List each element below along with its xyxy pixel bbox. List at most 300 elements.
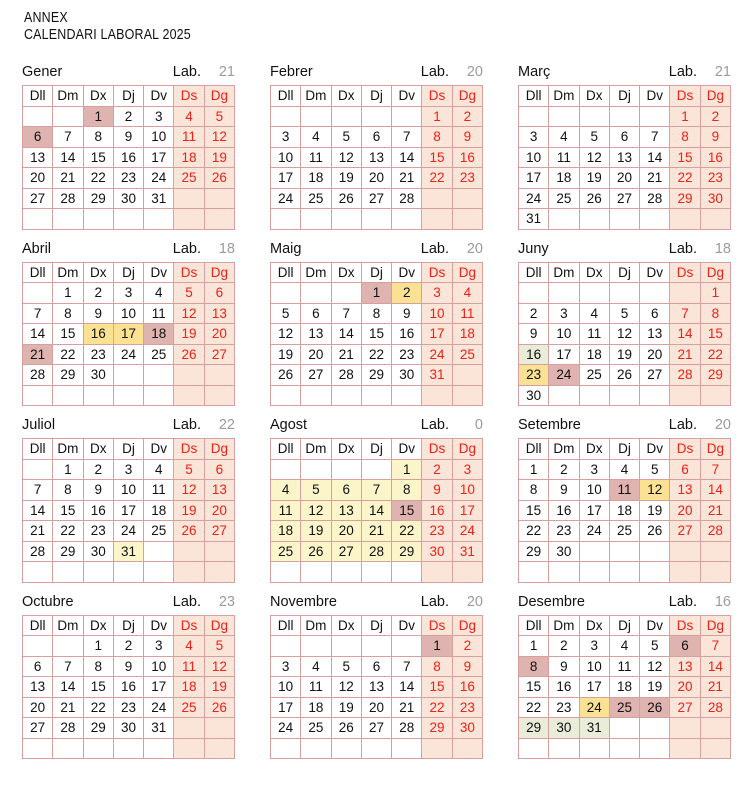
day-cell: 22 — [83, 168, 113, 189]
day-cell: 31 — [144, 188, 174, 209]
day-header: Dv — [640, 615, 670, 636]
month-name: Juny — [518, 240, 549, 257]
labor-days-group — [669, 594, 731, 610]
day-cell: 1 — [392, 459, 422, 480]
day-cell: 16 — [549, 677, 579, 698]
day-cell: 7 — [700, 636, 730, 657]
empty-cell — [174, 541, 204, 562]
month-juny — [518, 241, 731, 407]
day-cell: 2 — [549, 636, 579, 657]
day-cell: 18 — [174, 677, 204, 698]
day-cell: 12 — [174, 480, 204, 501]
empty-cell — [331, 209, 361, 230]
day-cell: 18 — [301, 697, 331, 718]
day-cell: 22 — [700, 344, 730, 365]
month-table — [518, 438, 731, 583]
day-cell: 24 — [144, 168, 174, 189]
day-cell: 17 — [579, 500, 609, 521]
day-cell: 21 — [640, 168, 670, 189]
day-header: Ds — [174, 439, 204, 460]
day-header: Dm — [301, 439, 331, 460]
annex-label: ANNEX — [24, 10, 68, 26]
month-name: Novembre — [270, 593, 337, 610]
day-cell: 14 — [53, 147, 83, 168]
empty-cell — [174, 188, 204, 209]
empty-cell — [640, 209, 670, 230]
day-cell: 2 — [549, 459, 579, 480]
month-header — [518, 417, 731, 437]
empty-cell — [579, 385, 609, 406]
empty-cell — [331, 562, 361, 583]
day-cell: 4 — [609, 459, 639, 480]
day-header: Dll — [271, 615, 301, 636]
empty-cell — [23, 385, 53, 406]
day-header: Dll — [271, 86, 301, 107]
day-header: Dg — [204, 615, 234, 636]
labor-days-count: 20 — [466, 593, 483, 610]
day-cell: 31 — [579, 718, 609, 739]
day-cell: 25 — [549, 188, 579, 209]
day-cell: 19 — [579, 168, 609, 189]
day-cell: 7 — [392, 127, 422, 148]
day-cell: 24 — [549, 365, 579, 386]
day-cell: 16 — [113, 147, 143, 168]
month-novembre — [270, 594, 483, 760]
day-cell: 22 — [53, 521, 83, 542]
empty-cell — [700, 385, 730, 406]
day-header: Dll — [519, 439, 549, 460]
day-cell: 21 — [53, 697, 83, 718]
day-cell: 11 — [271, 500, 301, 521]
day-cell: 8 — [361, 303, 391, 324]
day-cell: 12 — [331, 147, 361, 168]
day-cell: 1 — [700, 283, 730, 304]
day-cell: 19 — [174, 324, 204, 345]
day-cell: 23 — [83, 521, 113, 542]
day-cell: 11 — [609, 656, 639, 677]
day-cell: 20 — [331, 521, 361, 542]
empty-cell — [579, 283, 609, 304]
empty-cell — [422, 385, 452, 406]
month-name: Juliol — [22, 417, 56, 433]
day-cell: 3 — [452, 459, 482, 480]
day-cell: 18 — [144, 324, 174, 345]
empty-cell — [204, 541, 234, 562]
day-cell: 7 — [392, 656, 422, 677]
day-cell: 30 — [549, 541, 579, 562]
day-cell: 12 — [579, 147, 609, 168]
day-cell: 25 — [452, 344, 482, 365]
month-table — [22, 438, 235, 583]
month-table — [270, 438, 483, 583]
day-cell: 11 — [452, 303, 482, 324]
day-cell: 1 — [53, 459, 83, 480]
day-cell: 5 — [640, 459, 670, 480]
day-cell: 25 — [174, 168, 204, 189]
day-cell: 17 — [144, 677, 174, 698]
day-cell: 25 — [144, 344, 174, 365]
labor-days-label: Lab. — [420, 417, 449, 433]
labor-days-label: Lab. — [420, 64, 449, 80]
empty-cell — [670, 385, 700, 406]
day-cell: 3 — [113, 283, 143, 304]
day-cell: 25 — [271, 541, 301, 562]
empty-cell — [271, 459, 301, 480]
labor-days-label: Lab. — [172, 593, 201, 610]
labor-days-label: Lab. — [668, 240, 697, 257]
day-cell: 7 — [53, 127, 83, 148]
day-cell: 9 — [519, 324, 549, 345]
day-header: Dj — [609, 615, 639, 636]
day-cell: 30 — [113, 188, 143, 209]
empty-cell — [23, 209, 53, 230]
day-cell: 23 — [519, 365, 549, 386]
day-header: Dll — [23, 86, 53, 107]
empty-cell — [609, 106, 639, 127]
day-header: Dx — [331, 262, 361, 283]
day-cell: 1 — [422, 106, 452, 127]
day-cell: 29 — [53, 365, 83, 386]
month-name: Octubre — [22, 593, 74, 610]
day-header: Dx — [331, 439, 361, 460]
day-cell: 17 — [519, 168, 549, 189]
day-header: Dv — [392, 262, 422, 283]
day-cell: 8 — [519, 656, 549, 677]
day-cell: 13 — [361, 677, 391, 698]
day-header: Dm — [301, 615, 331, 636]
day-cell: 27 — [204, 521, 234, 542]
day-cell: 18 — [579, 344, 609, 365]
empty-cell — [301, 562, 331, 583]
empty-cell — [204, 385, 234, 406]
day-cell: 21 — [392, 697, 422, 718]
empty-cell — [271, 209, 301, 230]
labor-days-label: Lab. — [172, 64, 201, 80]
empty-cell — [144, 209, 174, 230]
day-cell: 17 — [113, 500, 143, 521]
empty-cell — [301, 738, 331, 759]
day-header: Dm — [549, 262, 579, 283]
empty-cell — [549, 562, 579, 583]
month-table — [270, 262, 483, 407]
day-cell: 24 — [519, 188, 549, 209]
day-cell: 28 — [23, 541, 53, 562]
day-cell: 2 — [452, 636, 482, 657]
day-cell: 30 — [549, 718, 579, 739]
day-cell: 4 — [609, 636, 639, 657]
empty-cell — [579, 738, 609, 759]
empty-cell — [23, 738, 53, 759]
day-cell: 5 — [640, 636, 670, 657]
day-cell: 3 — [144, 106, 174, 127]
day-cell: 17 — [271, 168, 301, 189]
day-cell: 25 — [579, 365, 609, 386]
day-cell: 15 — [361, 324, 391, 345]
month-name: Abril — [22, 240, 52, 257]
day-header: Dll — [519, 86, 549, 107]
day-cell: 13 — [361, 147, 391, 168]
day-cell: 6 — [23, 656, 53, 677]
empty-cell — [113, 562, 143, 583]
day-cell: 5 — [271, 303, 301, 324]
day-cell: 19 — [204, 147, 234, 168]
day-cell: 16 — [519, 344, 549, 365]
empty-cell — [204, 562, 234, 583]
day-header: Dv — [392, 439, 422, 460]
empty-cell — [549, 283, 579, 304]
empty-cell — [640, 738, 670, 759]
day-cell: 27 — [331, 541, 361, 562]
day-header: Dv — [392, 615, 422, 636]
day-header: Ds — [174, 615, 204, 636]
month-table — [22, 262, 235, 407]
day-cell: 2 — [392, 283, 422, 304]
day-cell: 12 — [301, 500, 331, 521]
day-header: Dm — [53, 615, 83, 636]
empty-cell — [361, 385, 391, 406]
day-cell: 9 — [452, 127, 482, 148]
empty-cell — [579, 209, 609, 230]
day-header: Dm — [301, 262, 331, 283]
month-febrer — [270, 64, 483, 230]
day-cell: 16 — [700, 147, 730, 168]
day-cell: 28 — [53, 188, 83, 209]
labor-days-count: 21 — [714, 64, 731, 80]
day-header: Dj — [361, 615, 391, 636]
day-cell: 11 — [301, 677, 331, 698]
labor-days-count: 16 — [714, 593, 731, 610]
day-header: Dx — [331, 86, 361, 107]
day-cell: 7 — [361, 480, 391, 501]
day-header: Dx — [83, 615, 113, 636]
empty-cell — [301, 385, 331, 406]
day-cell: 6 — [204, 459, 234, 480]
empty-cell — [609, 385, 639, 406]
day-cell: 23 — [452, 168, 482, 189]
day-cell: 18 — [301, 168, 331, 189]
day-cell: 6 — [23, 127, 53, 148]
day-cell: 17 — [452, 500, 482, 521]
day-cell: 27 — [23, 718, 53, 739]
day-cell: 26 — [609, 365, 639, 386]
empty-cell — [53, 385, 83, 406]
day-cell: 28 — [392, 718, 422, 739]
empty-cell — [23, 636, 53, 657]
day-cell: 20 — [361, 168, 391, 189]
day-cell: 11 — [579, 324, 609, 345]
day-cell: 24 — [579, 521, 609, 542]
day-cell: 20 — [301, 344, 331, 365]
day-cell: 19 — [271, 344, 301, 365]
empty-cell — [579, 562, 609, 583]
day-cell: 30 — [113, 718, 143, 739]
day-header: Dll — [271, 262, 301, 283]
empty-cell — [204, 209, 234, 230]
day-cell: 10 — [579, 480, 609, 501]
day-header: Dg — [700, 262, 730, 283]
day-cell: 16 — [392, 324, 422, 345]
labor-days-count: 20 — [466, 240, 483, 257]
day-header: Dll — [23, 615, 53, 636]
day-cell: 5 — [609, 303, 639, 324]
day-cell: 2 — [519, 303, 549, 324]
day-cell: 1 — [670, 106, 700, 127]
day-cell: 4 — [452, 283, 482, 304]
day-cell: 21 — [670, 344, 700, 365]
empty-cell — [609, 738, 639, 759]
empty-cell — [422, 562, 452, 583]
empty-cell — [640, 718, 670, 739]
empty-cell — [83, 738, 113, 759]
day-cell: 28 — [392, 188, 422, 209]
day-cell: 28 — [53, 718, 83, 739]
empty-cell — [361, 636, 391, 657]
empty-cell — [361, 738, 391, 759]
day-header: Ds — [174, 86, 204, 107]
day-cell: 23 — [452, 697, 482, 718]
day-cell: 30 — [83, 365, 113, 386]
empty-cell — [549, 385, 579, 406]
empty-cell — [174, 385, 204, 406]
day-cell: 12 — [204, 127, 234, 148]
day-cell: 18 — [549, 168, 579, 189]
day-cell: 30 — [700, 188, 730, 209]
day-header: Dj — [609, 86, 639, 107]
day-cell: 20 — [670, 677, 700, 698]
day-cell: 12 — [640, 656, 670, 677]
day-cell: 26 — [331, 188, 361, 209]
day-header: Dg — [204, 439, 234, 460]
day-cell: 22 — [670, 168, 700, 189]
day-cell: 6 — [331, 480, 361, 501]
empty-cell — [83, 385, 113, 406]
day-cell: 23 — [549, 697, 579, 718]
day-cell: 9 — [549, 656, 579, 677]
day-header: Dm — [53, 439, 83, 460]
empty-cell — [53, 209, 83, 230]
day-cell: 21 — [331, 344, 361, 365]
day-cell: 19 — [609, 344, 639, 365]
labor-days-label: Lab. — [420, 593, 449, 610]
day-cell: 23 — [422, 521, 452, 542]
day-cell: 8 — [700, 303, 730, 324]
empty-cell — [331, 459, 361, 480]
day-cell: 26 — [204, 697, 234, 718]
empty-cell — [53, 106, 83, 127]
day-cell: 12 — [609, 324, 639, 345]
day-cell: 8 — [83, 127, 113, 148]
empty-cell — [392, 738, 422, 759]
empty-cell — [301, 209, 331, 230]
day-cell: 1 — [83, 636, 113, 657]
day-cell: 9 — [113, 656, 143, 677]
day-cell: 3 — [144, 636, 174, 657]
day-cell: 22 — [519, 697, 549, 718]
day-cell: 8 — [422, 656, 452, 677]
day-header: Dx — [83, 439, 113, 460]
day-cell: 14 — [23, 500, 53, 521]
day-cell: 15 — [422, 677, 452, 698]
day-cell: 29 — [519, 541, 549, 562]
empty-cell — [609, 541, 639, 562]
empty-cell — [271, 283, 301, 304]
month-table — [22, 615, 235, 760]
month-table — [270, 615, 483, 760]
day-cell: 18 — [452, 324, 482, 345]
day-cell: 17 — [422, 324, 452, 345]
empty-cell — [640, 106, 670, 127]
empty-cell — [174, 365, 204, 386]
day-cell: 7 — [23, 303, 53, 324]
day-cell: 16 — [452, 147, 482, 168]
day-header: Dll — [23, 439, 53, 460]
empty-cell — [519, 106, 549, 127]
day-cell: 7 — [53, 656, 83, 677]
day-cell: 2 — [83, 283, 113, 304]
day-cell: 3 — [271, 127, 301, 148]
day-cell: 29 — [422, 718, 452, 739]
day-cell: 4 — [174, 106, 204, 127]
day-cell: 6 — [640, 303, 670, 324]
day-cell: 5 — [579, 127, 609, 148]
day-cell: 9 — [83, 303, 113, 324]
day-cell: 1 — [519, 636, 549, 657]
day-cell: 30 — [452, 718, 482, 739]
day-header: Dll — [271, 439, 301, 460]
day-cell: 15 — [422, 147, 452, 168]
day-cell: 27 — [23, 188, 53, 209]
labor-days-count: 20 — [466, 64, 483, 80]
day-cell: 6 — [204, 283, 234, 304]
day-cell: 12 — [640, 480, 670, 501]
day-header: Ds — [422, 262, 452, 283]
day-cell: 11 — [174, 127, 204, 148]
labor-days-group — [421, 594, 483, 610]
day-header: Ds — [174, 262, 204, 283]
day-cell: 19 — [331, 697, 361, 718]
labor-days-label: Lab. — [172, 417, 201, 433]
day-header: Dg — [204, 262, 234, 283]
day-header: Dm — [53, 262, 83, 283]
month-gener — [22, 64, 235, 230]
day-cell: 12 — [271, 324, 301, 345]
day-cell: 10 — [113, 303, 143, 324]
day-cell: 5 — [331, 656, 361, 677]
day-cell: 8 — [392, 480, 422, 501]
empty-cell — [113, 385, 143, 406]
empty-cell — [422, 738, 452, 759]
month-header — [22, 64, 235, 84]
month-name: Agost — [270, 417, 308, 433]
empty-cell — [361, 459, 391, 480]
day-cell: 19 — [204, 677, 234, 698]
day-cell: 29 — [83, 718, 113, 739]
month-header — [270, 594, 483, 614]
day-cell: 24 — [271, 718, 301, 739]
month-name: Maig — [270, 240, 302, 257]
day-cell: 19 — [640, 500, 670, 521]
day-cell: 29 — [670, 188, 700, 209]
day-cell: 10 — [144, 656, 174, 677]
day-cell: 28 — [700, 521, 730, 542]
day-cell: 11 — [174, 656, 204, 677]
day-cell: 28 — [361, 541, 391, 562]
empty-cell — [53, 562, 83, 583]
month-agost — [270, 417, 483, 583]
empty-cell — [301, 106, 331, 127]
empty-cell — [361, 209, 391, 230]
day-cell: 21 — [23, 521, 53, 542]
